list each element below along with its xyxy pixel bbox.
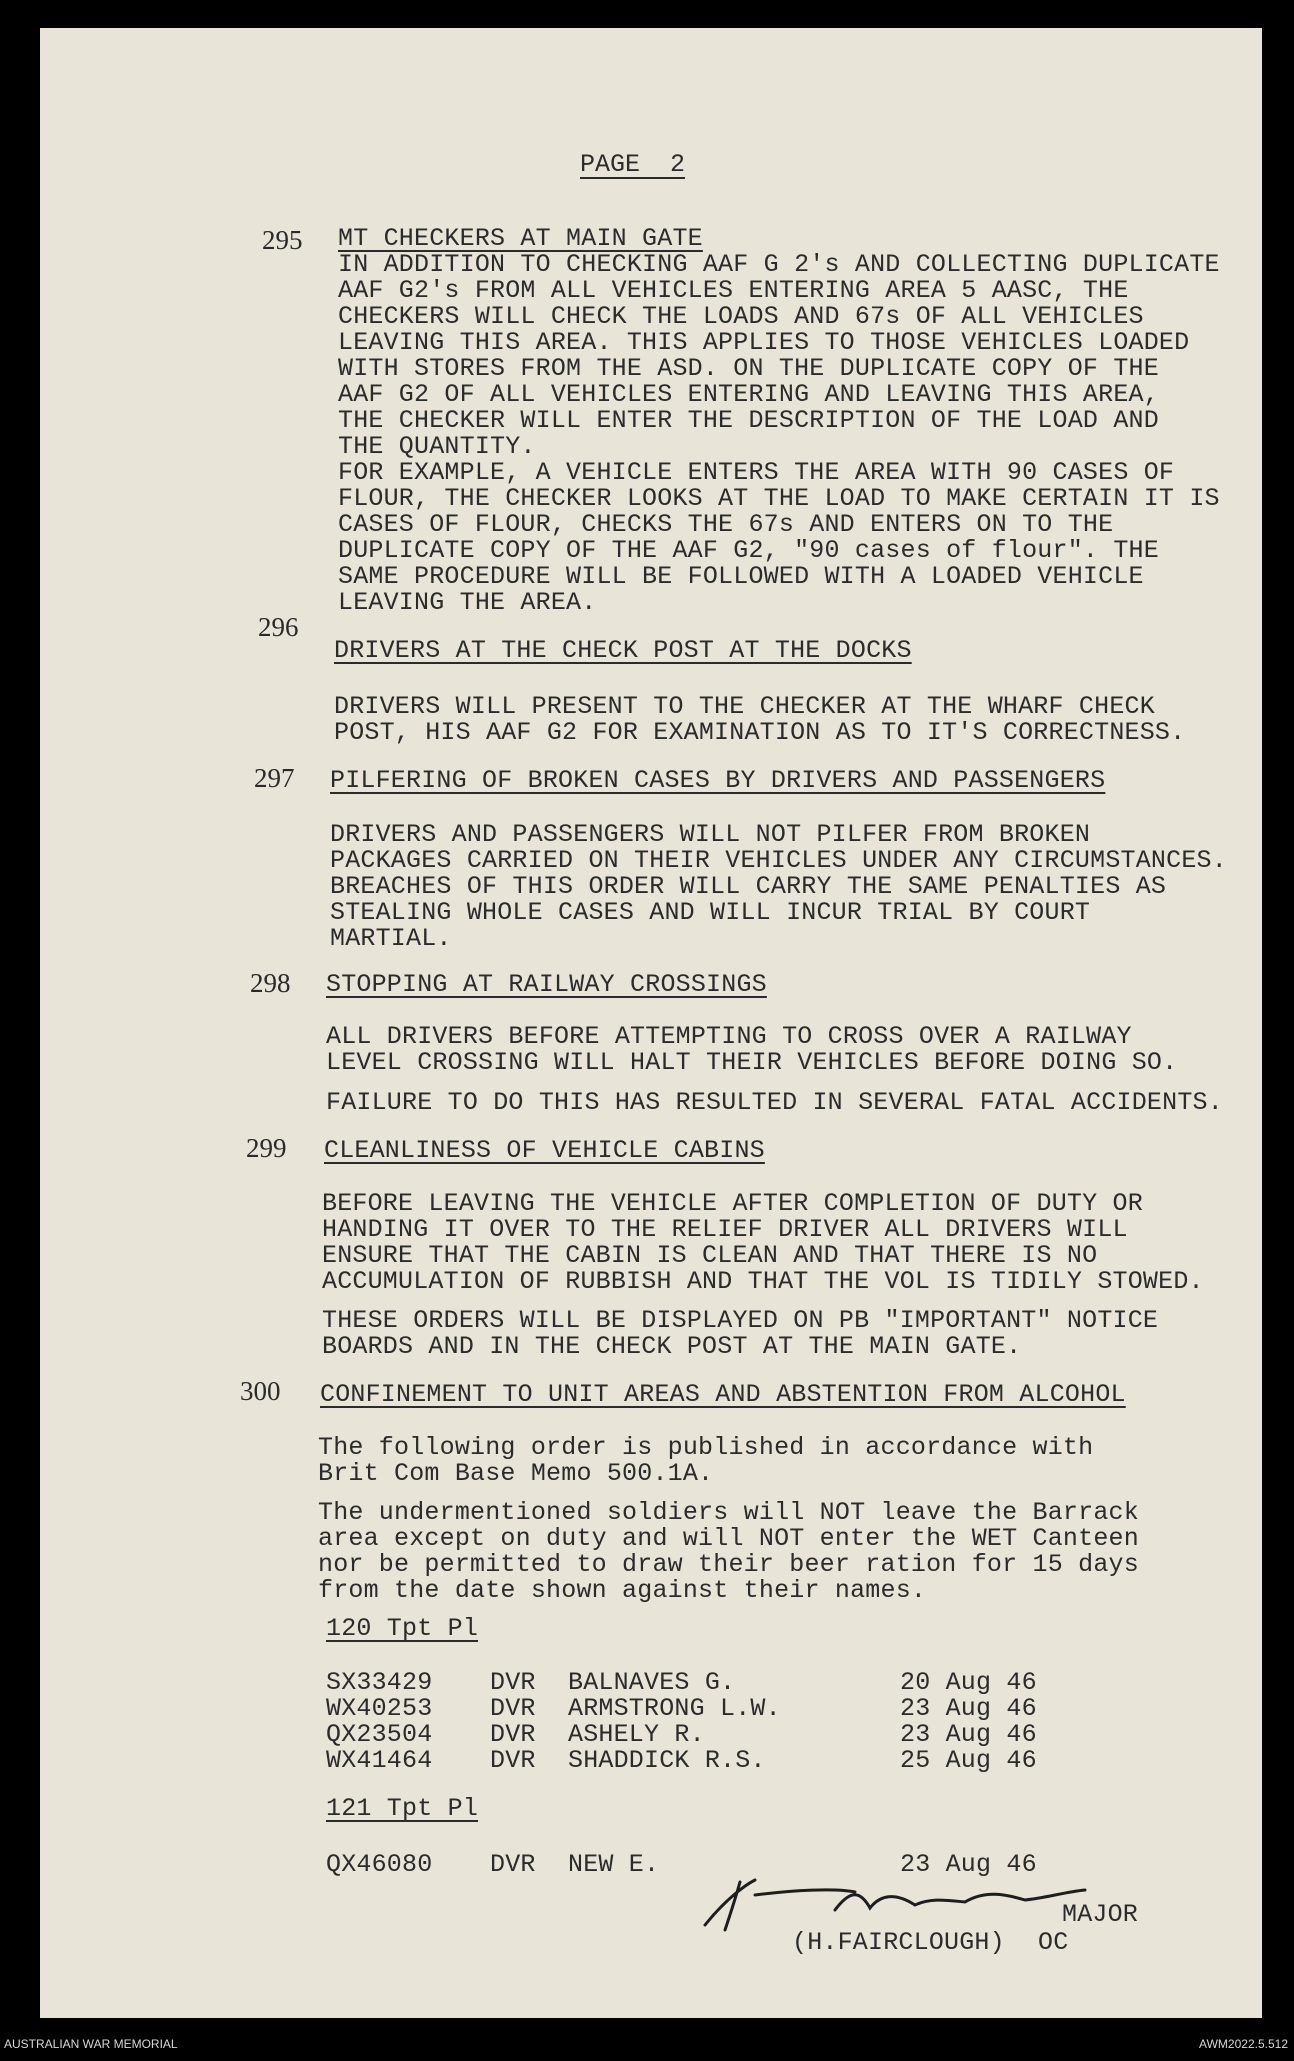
body-line: LEAVING THE AREA.: [338, 588, 597, 617]
body-line: The following order is published in accordance with: [318, 1433, 1094, 1462]
footer-accession-number: AWM2022.5.512: [1199, 2037, 1288, 2051]
body-line: IN ADDITION TO CHECKING AAF G 2's AND COLLECTING DUPLICATE: [338, 250, 1220, 279]
body-line: THE QUANTITY.: [338, 432, 536, 461]
body-line: MARTIAL.: [330, 924, 452, 953]
body-line: POST, HIS AAF G2 FOR EXAMINATION AS TO IT'S CORRECTNESS.: [334, 718, 1186, 747]
date: 23 Aug 46: [900, 1694, 1037, 1723]
rank: DVR: [490, 1746, 536, 1775]
rank: DVR: [490, 1850, 536, 1879]
section-number: 297: [254, 763, 295, 793]
date: 25 Aug 46: [900, 1746, 1037, 1775]
soldier-name: BALNAVES G.: [568, 1668, 736, 1697]
footer-archive-label: AUSTRALIAN WAR MEMORIAL: [4, 2037, 178, 2051]
soldier-name: SHADDICK R.S.: [568, 1746, 766, 1775]
body-line: FAILURE TO DO THIS HAS RESULTED IN SEVERAL FATAL ACCIDENTS.: [326, 1088, 1223, 1117]
service-number: QX23504: [326, 1720, 433, 1749]
date: 23 Aug 46: [900, 1850, 1037, 1879]
body-line: DRIVERS AND PASSENGERS WILL NOT PILFER FROM BROKEN: [330, 820, 1091, 849]
soldier-name: NEW E.: [568, 1850, 660, 1879]
body-line: DUPLICATE COPY OF THE AAF G2, "90 cases of flour". THE: [338, 536, 1159, 565]
body-line: HANDING IT OVER TO THE RELIEF DRIVER ALL DRIVERS WILL: [322, 1215, 1128, 1244]
body-line: BOARDS AND IN THE CHECK POST AT THE MAIN GATE.: [322, 1332, 1022, 1361]
section-heading: PILFERING OF BROKEN CASES BY DRIVERS AND PASSENGERS: [330, 766, 1106, 795]
service-number: WX40253: [326, 1694, 433, 1723]
body-line: LEAVING THIS AREA. THIS APPLIES TO THOSE VEHICLES LOADED: [338, 328, 1190, 357]
body-line: from the date shown against their names.: [318, 1576, 927, 1605]
body-line: The undermentioned soldiers will NOT leave the Barrack: [318, 1498, 1139, 1527]
body-line: AAF G2's FROM ALL VEHICLES ENTERING AREA 5 AASC, THE: [338, 276, 1129, 305]
body-line: BEFORE LEAVING THE VEHICLE AFTER COMPLETION OF DUTY OR: [322, 1189, 1143, 1218]
section-number: 295: [262, 225, 303, 255]
body-line: CHECKERS WILL CHECK THE LOADS AND 67s OF ALL VEHICLES: [338, 302, 1144, 331]
body-line: CASES OF FLOUR, CHECKS THE 67s AND ENTERS ON TO THE: [338, 510, 1114, 539]
page-label: PAGE 2: [580, 150, 686, 179]
body-line: area except on duty and will NOT enter the WET Canteen: [318, 1524, 1139, 1553]
body-line: AAF G2 OF ALL VEHICLES ENTERING AND LEAVING THIS AREA,: [338, 380, 1159, 409]
body-line: LEVEL CROSSING WILL HALT THEIR VEHICLES BEFORE DOING SO.: [326, 1048, 1178, 1077]
section-heading: STOPPING AT RAILWAY CROSSINGS: [326, 970, 767, 999]
rank: DVR: [490, 1668, 536, 1697]
section-heading: CONFINEMENT TO UNIT AREAS AND ABSTENTION FROM ALCOHOL: [320, 1380, 1126, 1409]
body-line: ALL DRIVERS BEFORE ATTEMPTING TO CROSS OVER A RAILWAY: [326, 1022, 1132, 1051]
section-number: 300: [240, 1376, 281, 1406]
date: 20 Aug 46: [900, 1668, 1037, 1697]
signatory-appointment: OC: [1038, 1928, 1069, 1957]
signatory-name: (H.FAIRCLOUGH): [792, 1928, 1005, 1957]
body-line: STEALING WHOLE CASES AND WILL INCUR TRIAL BY COURT: [330, 898, 1091, 927]
section-number: 299: [246, 1133, 287, 1163]
body-line: Brit Com Base Memo 500.1A.: [318, 1459, 714, 1488]
body-line: ACCUMULATION OF RUBBISH AND THAT THE VOL IS TIDILY STOWED.: [322, 1267, 1204, 1296]
date: 23 Aug 46: [900, 1720, 1037, 1749]
body-line: THESE ORDERS WILL BE DISPLAYED ON PB "IMPORTANT" NOTICE: [322, 1306, 1159, 1335]
signatory-rank: MAJOR: [1062, 1900, 1139, 1929]
rank: DVR: [490, 1694, 536, 1723]
soldier-name: ASHELY R.: [568, 1720, 705, 1749]
body-line: FLOUR, THE CHECKER LOOKS AT THE LOAD TO MAKE CERTAIN IT IS: [338, 484, 1220, 513]
service-number: WX41464: [326, 1746, 433, 1775]
body-line: BREACHES OF THIS ORDER WILL CARRY THE SAME PENALTIES AS: [330, 872, 1167, 901]
service-number: SX33429: [326, 1668, 433, 1697]
section-heading: DRIVERS AT THE CHECK POST AT THE DOCKS: [334, 636, 912, 665]
soldier-name: ARMSTRONG L.W.: [568, 1694, 781, 1723]
platoon-heading: 120 Tpt Pl: [326, 1614, 479, 1643]
rank: DVR: [490, 1720, 536, 1749]
body-line: FOR EXAMPLE, A VEHICLE ENTERS THE AREA WITH 90 CASES OF: [338, 458, 1175, 487]
platoon-heading: 121 Tpt Pl: [326, 1794, 479, 1823]
section-number: 296: [258, 612, 299, 642]
body-line: ENSURE THAT THE CABIN IS CLEAN AND THAT THERE IS NO: [322, 1241, 1098, 1270]
service-number: QX46080: [326, 1850, 433, 1879]
body-line: DRIVERS WILL PRESENT TO THE CHECKER AT THE WHARF CHECK: [334, 692, 1155, 721]
section-number: 298: [250, 968, 291, 998]
body-line: THE CHECKER WILL ENTER THE DESCRIPTION OF THE LOAD AND: [338, 406, 1159, 435]
section-heading: CLEANLINESS OF VEHICLE CABINS: [324, 1136, 765, 1165]
body-line: SAME PROCEDURE WILL BE FOLLOWED WITH A LOADED VEHICLE: [338, 562, 1144, 591]
section-heading: MT CHECKERS AT MAIN GATE: [338, 224, 703, 253]
body-line: PACKAGES CARRIED ON THEIR VEHICLES UNDER ANY CIRCUMSTANCES.: [330, 846, 1227, 875]
body-line: WITH STORES FROM THE ASD. ON THE DUPLICATE COPY OF THE: [338, 354, 1159, 383]
body-line: nor be permitted to draw their beer ration for 15 days: [318, 1550, 1139, 1579]
